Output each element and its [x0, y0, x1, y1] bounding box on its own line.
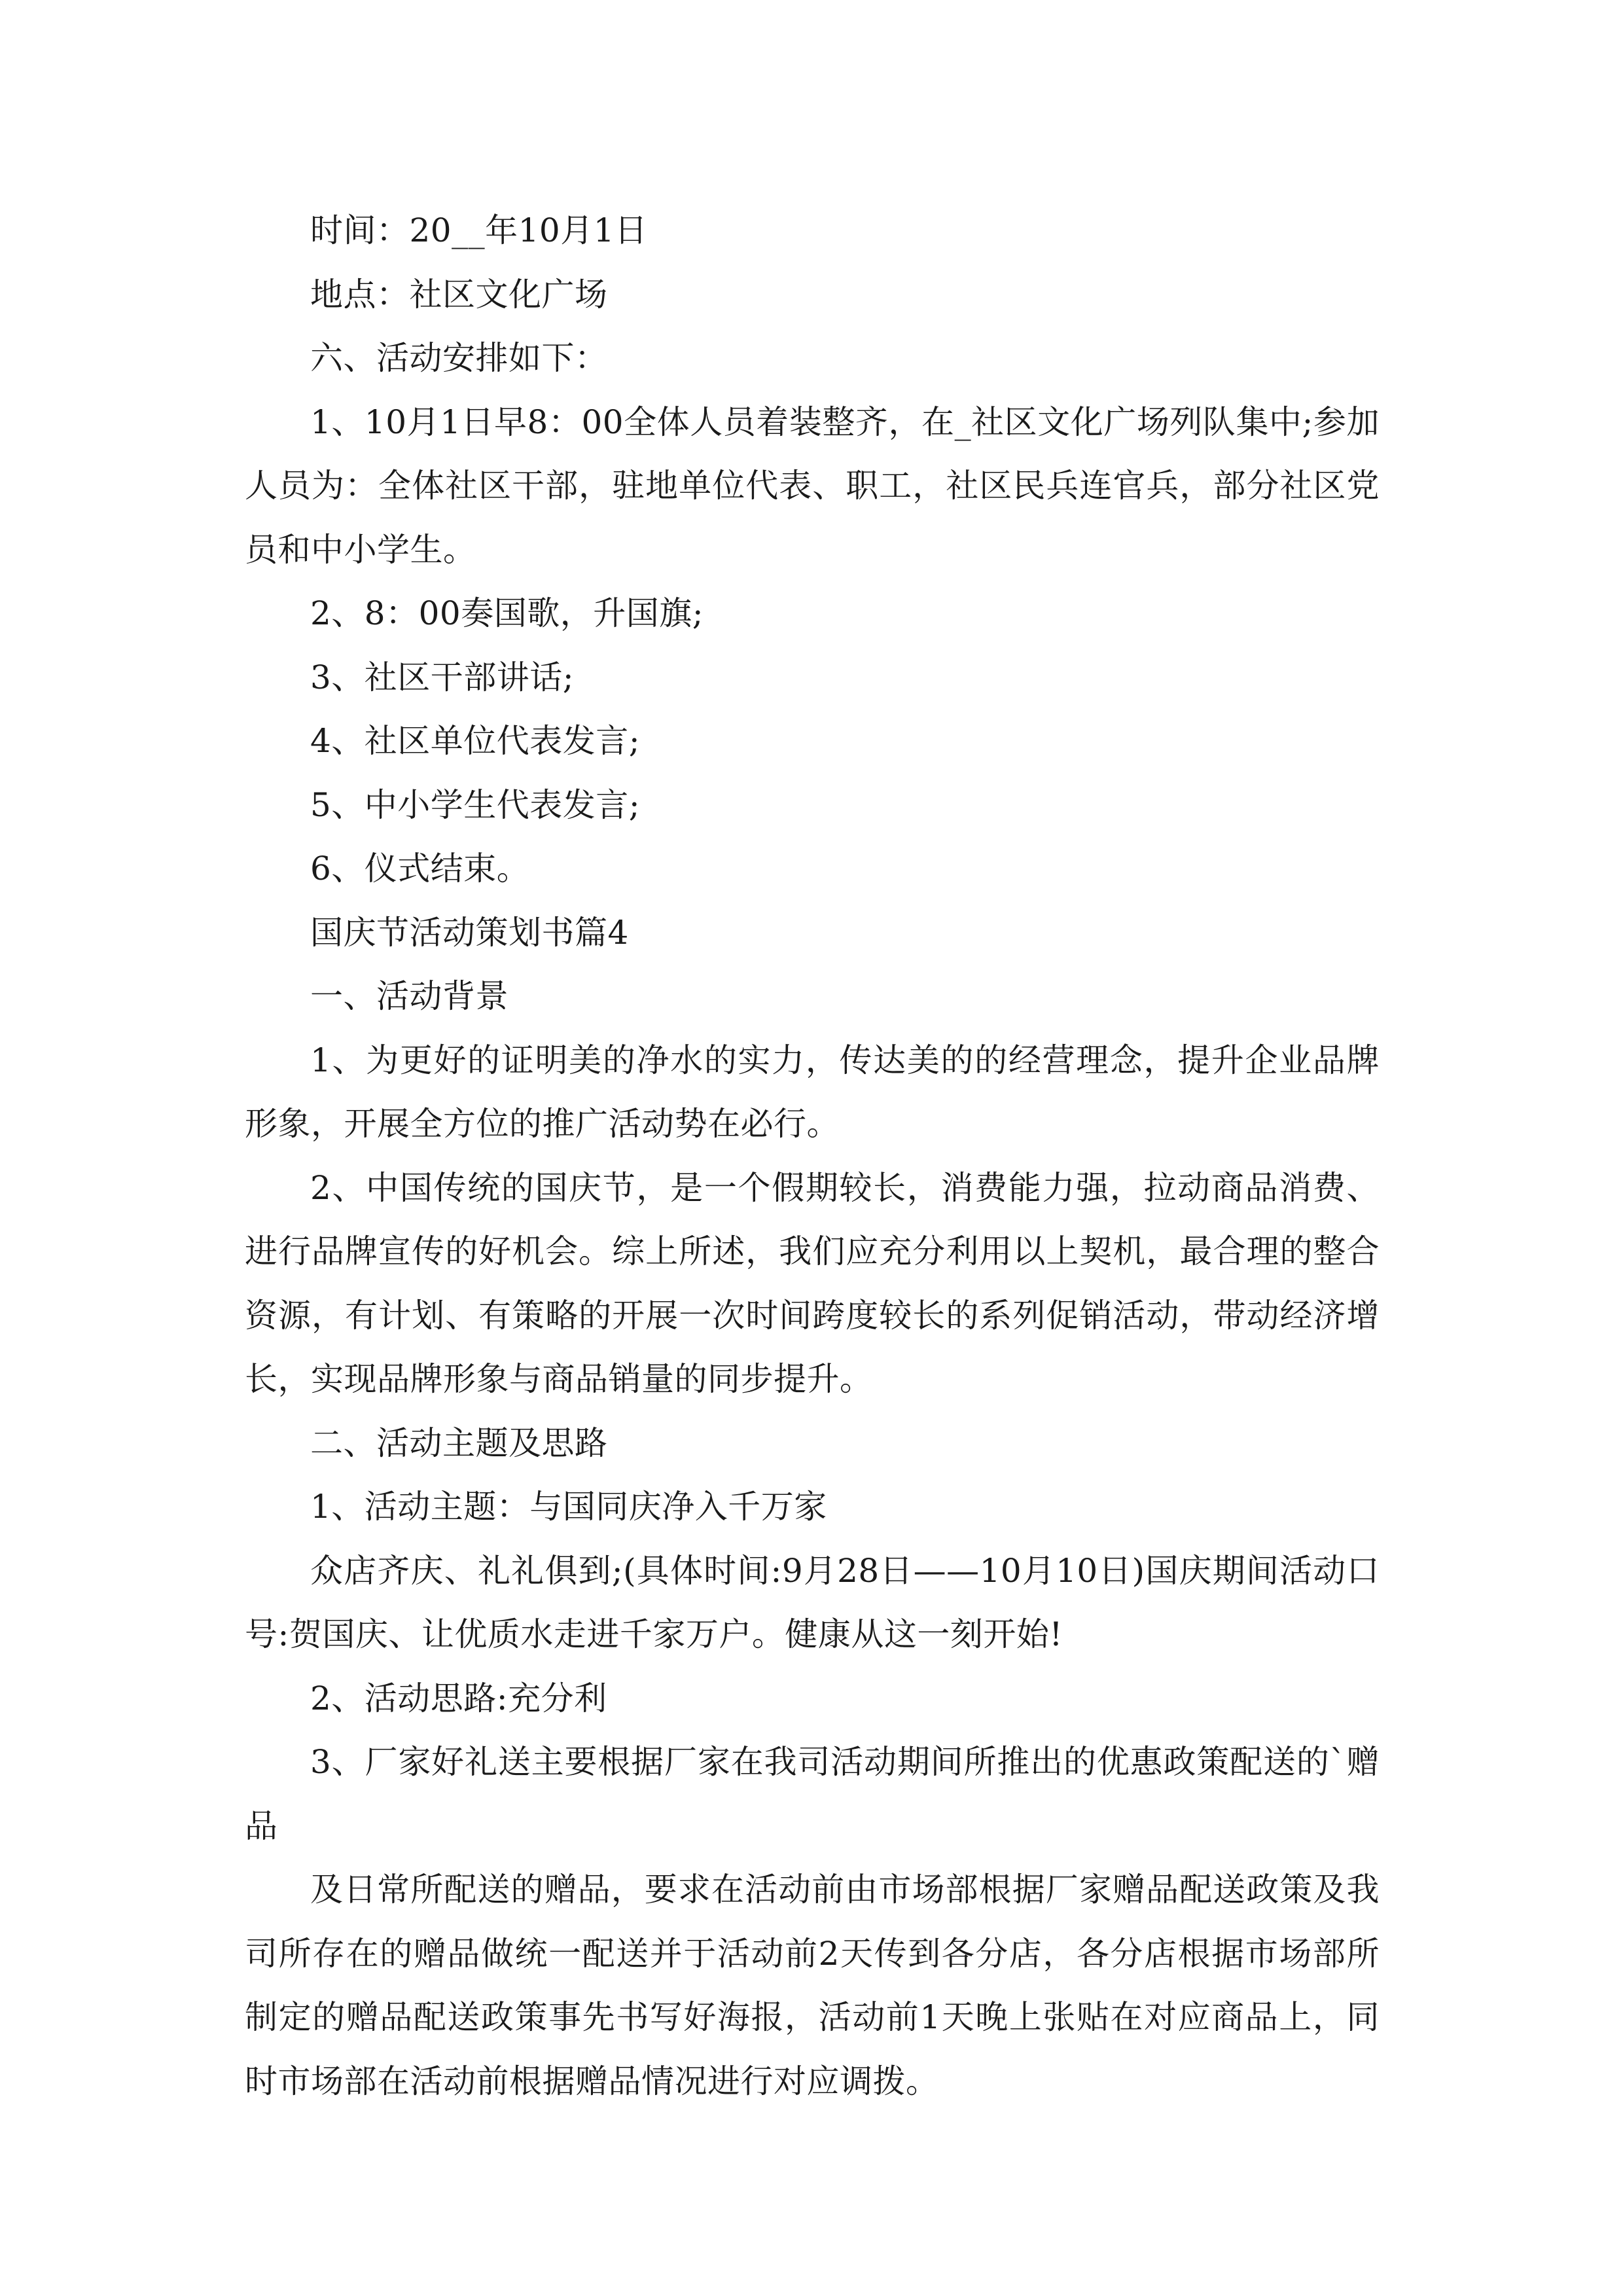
paragraph-time: 时间：20__年10月1日 — [310, 211, 648, 249]
list-item: 2、活动思路:充分利 — [310, 1679, 607, 1717]
document-body — [245, 199, 1380, 2113]
list-item: 1、为更好的证明美的净水的实力，传达美的的经营理念，提升企业品牌形象，开展全方位的推广活动势在必行。 — [245, 1041, 1380, 1143]
list-item: 2、中国传统的国庆节，是一个假期较长，消费能力强，拉动商品消费、进行品牌宣传的好机会。综上所述，我们应充分利用以上契机，最合理的整合资源，有计划、有策略的开展一次时间跨度较长的系列促销活动，带动经济增长，实现品牌形象与商品销量的同步提升。 — [245, 1168, 1380, 1398]
list-item: 4、社区单位代表发言; — [310, 722, 641, 760]
list-item: 1、10月1日早8：00全体人员着装整齐，在_社区文化广场列队集中;参加人员为：全体社区干部，驻地单位代表、职工，社区民兵连官兵，部分社区党员和中小学生。 — [245, 403, 1380, 569]
section-heading-background: 一、活动背景 — [310, 977, 508, 1015]
list-item: 5、中小学生代表发言; — [310, 785, 641, 824]
list-item: 3、厂家好礼送主要根据厂家在我司活动期间所推出的优惠政策配送的`赠品 — [245, 1743, 1380, 1845]
paragraph-slogan: 众店齐庆、礼礼俱到;(具体时间:9月28日——10月10日)国庆期间活动口号:贺国庆、让优质水走进千家万户。健康从这一刻开始! — [245, 1551, 1380, 1653]
list-item: 1、活动主题：与国同庆净入千万家 — [310, 1488, 827, 1526]
list-item: 3、社区干部讲话; — [310, 658, 575, 696]
paragraph-gift-policy: 及日常所配送的赠品，要求在活动前由市场部根据厂家赠品配送政策及我司所存在的赠品做统一配送并于活动前2天传到各分店，各分店根据市场部所制定的赠品配送政策事先书写好海报，活动前1天晚上张贴在对应商品上，同时市场部在活动前根据赠品情况进行对应调拨。 — [245, 1871, 1380, 2100]
list-item: 6、仪式结束。 — [310, 850, 530, 888]
article-title: 国庆节活动策划书篇4 — [310, 913, 629, 952]
paragraph-location: 地点：社区文化广场 — [310, 275, 608, 314]
section-heading-arrangement: 六、活动安排如下： — [310, 339, 608, 377]
section-heading-theme: 二、活动主题及思路 — [310, 1424, 608, 1462]
list-item: 2、8：00奏国歌，升国旗; — [310, 594, 704, 632]
